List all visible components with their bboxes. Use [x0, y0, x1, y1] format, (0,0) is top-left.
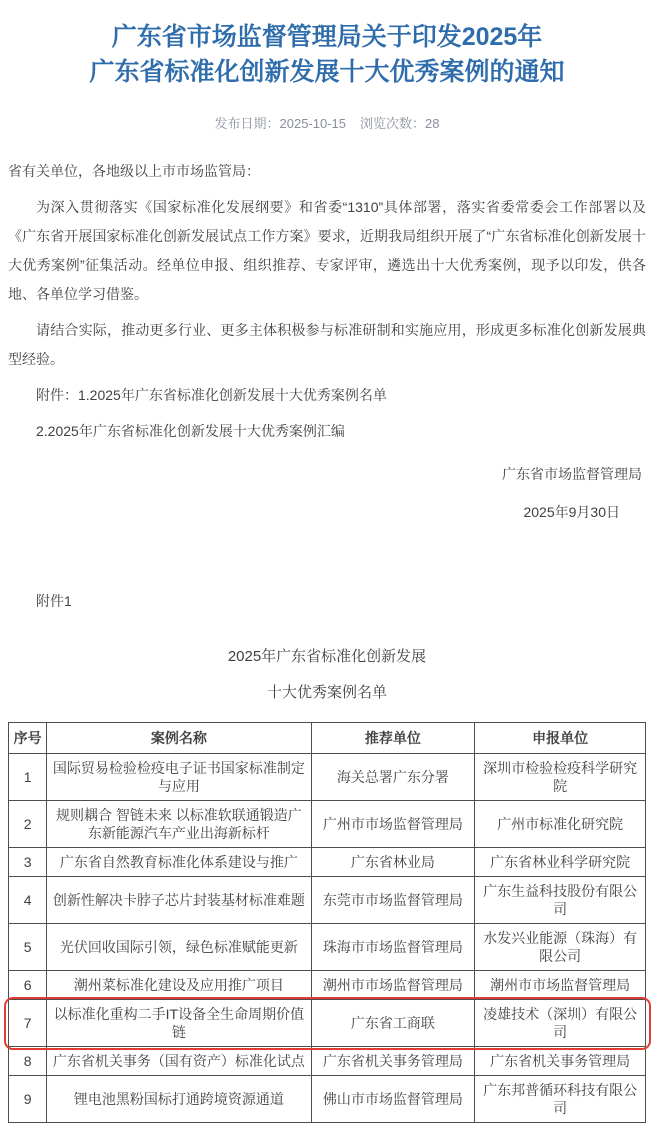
cell-recommender: 广东省工商联	[311, 1000, 475, 1047]
header-case-name: 案例名称	[47, 723, 311, 754]
cell-recommender: 广东省机关事务管理局	[311, 1047, 475, 1076]
cell-no: 5	[9, 924, 47, 971]
cell-applicant: 广东省机关事务管理局	[475, 1047, 646, 1076]
cell-case-name: 广东省自然教育标准化体系建设与推广	[47, 848, 311, 877]
attachment-line-2: 2.2025年广东省标准化创新发展十大优秀案例汇编	[36, 423, 345, 439]
table-row	[9, 1076, 646, 1123]
cell-applicant: 广州市标准化研究院	[475, 801, 646, 848]
table-header-row	[9, 723, 646, 754]
cell-applicant: 潮州市市场监督管理局	[475, 971, 646, 1000]
header-recommender: 推荐单位	[311, 723, 475, 754]
cell-no: 3	[9, 848, 47, 877]
table-row	[9, 848, 646, 877]
cell-applicant: 水发兴业能源（珠海）有限公司	[475, 924, 646, 971]
body-paragraph-2: 请结合实际，推动更多行业、更多主体积极参与标准研制和实施应用，形成更多标准化创新发展典型经验。	[8, 322, 646, 367]
views-label: 浏览次数：	[360, 116, 426, 131]
attachment-line-1: 附件：1.2025年广东省标准化创新发展十大优秀案例名单	[36, 387, 387, 403]
cell-applicant: 深圳市检验检疫科学研究院	[475, 754, 646, 801]
cell-applicant: 凌雄技术（深圳）有限公司	[475, 1000, 646, 1047]
cell-case-name: 国际贸易检验检疫电子证书国家标准制定与应用	[47, 754, 311, 801]
page-title-line2: 广东省标准化创新发展十大优秀案例的通知	[89, 58, 565, 86]
views-value: 28	[425, 116, 440, 131]
header-no: 序号	[9, 723, 47, 754]
cell-case-name: 广东省机关事务（国有资产）标准化试点	[47, 1047, 311, 1076]
table-row	[9, 924, 646, 971]
cell-case-name: 创新性解决卡脖子芯片封装基材标准难题	[47, 877, 311, 924]
cell-applicant: 广东邦普循环科技有限公司	[475, 1076, 646, 1123]
cell-case-name: 潮州菜标准化建设及应用推广项目	[47, 971, 311, 1000]
cell-recommender: 佛山市市场监督管理局	[311, 1076, 475, 1123]
cell-applicant: 广东生益科技股份有限公司	[475, 877, 646, 924]
cell-recommender: 东莞市市场监督管理局	[311, 877, 475, 924]
cell-no: 7	[9, 1000, 47, 1047]
cell-no: 9	[9, 1076, 47, 1123]
header-applicant: 申报单位	[475, 723, 646, 754]
publish-date-label: 发布日期：	[214, 116, 280, 131]
annex-title-line1: 2025年广东省标准化创新发展	[227, 648, 427, 665]
cell-recommender: 珠海市市场监督管理局	[311, 924, 475, 971]
cell-applicant: 广东省林业科学研究院	[475, 848, 646, 877]
cell-no: 8	[9, 1047, 47, 1076]
table-row	[9, 754, 646, 801]
table-row	[9, 877, 646, 924]
notice-page	[0, 20, 654, 1123]
annex-label: 附件1	[36, 593, 72, 609]
table-row	[9, 801, 646, 848]
table-row	[9, 971, 646, 1000]
cell-no: 4	[9, 877, 47, 924]
annex-title-line2: 十大优秀案例名单	[266, 684, 387, 701]
cell-recommender: 海关总署广东分署	[311, 754, 475, 801]
signer-date: 2025年9月30日	[523, 504, 620, 520]
cell-recommender: 潮州市市场监督管理局	[311, 971, 475, 1000]
cases-table	[8, 722, 646, 1123]
cell-recommender: 广州市市场监督管理局	[311, 801, 475, 848]
notice-body	[8, 157, 646, 1123]
publish-meta	[8, 113, 646, 132]
signer-organization: 广东省市场监督管理局	[502, 466, 642, 482]
cell-case-name: 规则耦合 智链未来 以标准软联通锻造广东新能源汽车产业出海新标杆	[47, 801, 311, 848]
page-title-line1: 广东省市场监督管理局关于印发2025年	[111, 23, 543, 51]
cell-no: 6	[9, 971, 47, 1000]
cell-recommender: 广东省林业局	[311, 848, 475, 877]
table-row	[9, 1047, 646, 1076]
cell-case-name: 锂电池黑粉国标打通跨境资源通道	[47, 1076, 311, 1123]
cell-case-name: 以标准化重构二手IT设备全生命周期价值链	[47, 1000, 311, 1047]
table-row	[9, 1000, 646, 1047]
body-paragraph-1: 为深入贯彻落实《国家标准化发展纲要》和省委“1310”具体部署，落实省委常委会工作部署以及《广东省开展国家标准化创新发展试点工作方案》要求，近期我局组织开展了“广东省标准化创新发展十大优秀案例”征集活动。经单位申报、组织推荐、专家评审，遴选出十大优秀案例，现予以印发，供各地、各单位学习借鉴。	[8, 199, 646, 302]
cell-case-name: 光伏回收国际引领，绿色标准赋能更新	[47, 924, 311, 971]
salutation: 省有关单位，各地级以上市市场监管局：	[8, 163, 260, 179]
publish-date-value: 2025-10-15	[279, 116, 347, 131]
cell-no: 2	[9, 801, 47, 848]
page-title	[14, 20, 640, 90]
cell-no: 1	[9, 754, 47, 801]
